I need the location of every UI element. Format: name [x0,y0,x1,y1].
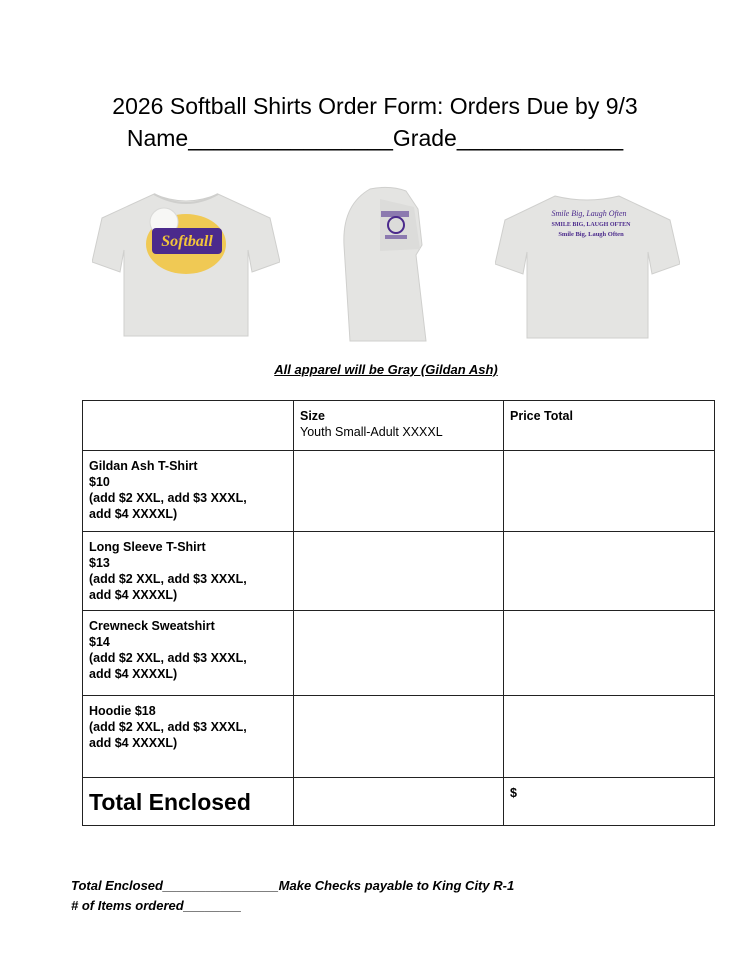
front-shirt-image [92,188,280,340]
price-entry-cell[interactable] [504,451,715,532]
header-size-cell [294,401,504,451]
back-script-text: Smile Big, Laugh Often [551,209,627,218]
item-line: $10 [89,475,110,489]
table-row [83,696,715,778]
size-range: Youth Small-Adult XXXXL [300,425,443,439]
form-title: 2026 Softball Shirts Order Form: Orders Due by 9/3 [112,93,638,119]
name-grade-line: Name________________Grade_____________ [126,125,624,151]
front-logo-text: Softball [161,233,213,250]
footer-items-line: # of Items ordered________ [71,898,242,913]
item-line: Gildan Ash T-Shirt [89,459,198,473]
item-line: $13 [89,556,110,570]
item-line: Crewneck Sweatshirt [89,619,215,633]
item-line: (add $2 XXL, add $3 XXXL, [89,720,247,734]
total-size-cell[interactable] [294,778,504,826]
item-line: (add $2 XXL, add $3 XXXL, [89,491,247,505]
item-line: $14 [89,635,110,649]
item-line: add $4 XXXXL) [89,588,178,602]
item-description [83,532,294,611]
footer-total-line: Total Enclosed________________Make Checks payable to King City R-1 [71,878,515,893]
item-line: (add $2 XXL, add $3 XXXL, [89,651,247,665]
header-row [83,401,715,451]
back-line3-text: Smile Big, Laugh Often [558,231,624,238]
item-line: (add $2 XXL, add $3 XXXL, [89,572,247,586]
size-entry-cell[interactable] [294,532,504,611]
item-line: add $4 XXXXL) [89,507,178,521]
back-line2-text: SMILE BIG, LAUGH OFTEN [551,222,631,228]
item-line: add $4 XXXXL) [89,736,178,750]
total-row [83,778,715,826]
header-price-cell [504,401,715,451]
total-label-cell [83,778,294,826]
item-description [83,451,294,532]
item-line: Hoodie $18 [89,704,156,718]
item-description [83,696,294,778]
size-entry-cell[interactable] [294,451,504,532]
header-item-cell [83,401,294,451]
price-entry-cell[interactable] [504,696,715,778]
total-enclosed-label: Total Enclosed [89,788,251,815]
size-entry-cell[interactable] [294,696,504,778]
size-header: Size [300,409,326,423]
total-price-cell[interactable] [504,778,715,826]
table-row [83,611,715,696]
item-line: add $4 XXXXL) [89,667,178,681]
sleeve-shirt-image [340,185,440,345]
price-entry-cell[interactable] [504,532,715,611]
table-row [83,532,715,611]
back-shirt-image [495,190,680,342]
size-entry-cell[interactable] [294,611,504,696]
table-row [83,451,715,532]
order-table [82,400,715,826]
price-entry-cell[interactable] [504,611,715,696]
apparel-color-note: All apparel will be Gray (Gildan Ash) [274,362,498,377]
item-line: Long Sleeve T-Shirt [89,540,206,554]
total-dollar-sign: $ [510,786,517,800]
item-description [83,611,294,696]
price-total-header: Price Total [510,409,573,423]
